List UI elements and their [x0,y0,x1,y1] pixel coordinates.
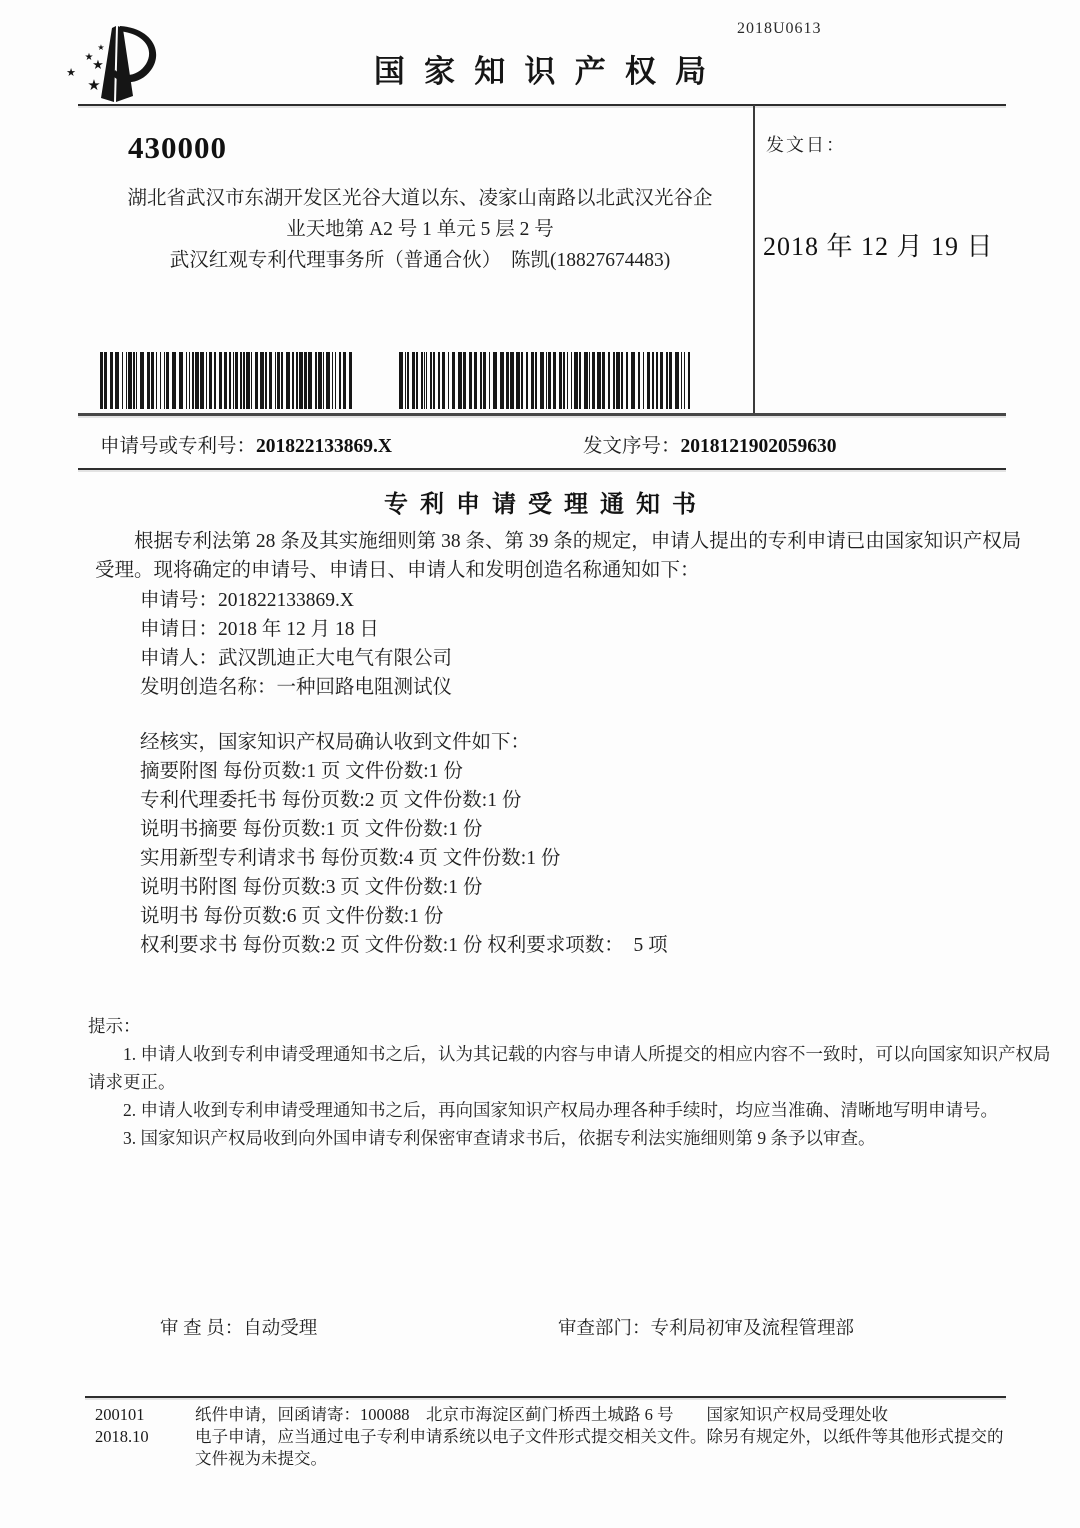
svg-text:★: ★ [87,78,101,94]
agency-title: 国家知识产权局 [373,54,726,89]
examiner [160,1314,317,1340]
agent-line: 武汉红观专利代理事务所（普通合伙） 陈凯(18827674483) [169,250,671,271]
received-file-item: 实用新型专利请求书 每份页数:4 页 文件份数:1 份 [140,848,561,869]
received-file-item: 权利要求书 每份页数:2 页 文件份数:1 份 权利要求项数： 5 项 [140,935,668,956]
footer-line-2: 电子申请，应当通过电子专利申请系统以电子文件形式提交相关文件。除另有规定外，以纸件等其他形式提交的 [195,1427,1004,1446]
application-number-value: 201822133869.X [256,436,392,457]
middle-rule [78,413,1006,416]
address-line-2: 业天地第 A2 号 1 单元 5 层 2 号 [286,219,554,240]
footer-line-3: 文件视为未提交。 [195,1449,327,1468]
recipient-block [95,130,745,276]
postal-code: 430000 [128,130,227,165]
tips-title: 提示： [88,1016,141,1036]
received-file-item: 说明书 每份页数:6 页 文件份数:1 份 [140,906,444,927]
footer-form-date: 2018.10 [95,1427,149,1446]
dispatch-date-value: 2018 年 12 月 19 日 [763,232,994,261]
field-application-date: 申请日：2018 年 12 月 18 日 [140,619,379,640]
application-number-label: 申请号或专利号： [100,436,257,457]
dispatch-box-divider [753,105,755,414]
application-fields [140,586,452,702]
received-file-item: 专利代理委托书 每份页数:2 页 文件份数:1 份 [140,790,522,811]
received-file-item: 说明书摘要 每份页数:1 页 文件份数:1 份 [140,819,483,840]
tip-2: 2. 申请人收到专利申请受理通知书之后，再向国家知识产权局办理各种手续时，均应当准确、清晰地写明申请号。 [123,1100,998,1120]
footer-form-code: 200101 [95,1405,145,1424]
review-department [558,1314,854,1340]
tips-section [88,1012,1051,1152]
department-label: 审查部门： [558,1319,651,1339]
tip-3: 3. 国家知识产权局收到向外国申请专利保密审查请求书后，依据专利法实施细则第 9 条予以审查。 [123,1128,876,1148]
field-applicant: 申请人：武汉凯迪正大电气有限公司 [140,648,453,669]
received-file-item: 摘要附图 每份页数:1 页 文件份数:1 份 [140,761,463,782]
department-value: 专利局初审及流程管理部 [650,1319,855,1339]
title-rule [78,468,1006,470]
intro-line-1: 根据专利法第 28 条及其实施细则第 38 条、第 39 条的规定，申请人提出的专利申请已由国家知识产权局 [134,531,1022,552]
received-documents [140,728,668,960]
barcode-application-number [100,352,357,409]
serial-number-value: 2018121902059630 [680,436,837,457]
footer-rule [85,1396,1006,1398]
svg-text:★: ★ [84,52,94,63]
examiner-value: 自动受理 [243,1319,318,1339]
field-application-number: 申请号：201822133869.X [140,590,354,611]
svg-text:★: ★ [97,43,105,52]
document-number: 2018U0613 [737,20,822,37]
application-number [100,430,392,458]
footer-instructions [195,1404,1015,1470]
notice-intro [95,527,1025,585]
svg-text:★: ★ [66,67,76,79]
header-rule [78,104,1006,106]
serial-number [583,430,837,458]
barcode-serial-number [399,352,692,409]
dispatch-date-label: 发文日： [766,135,846,155]
serial-number-label: 发文序号： [583,436,681,457]
notice-title: 专利申请受理通知书 [384,492,708,518]
field-invention-title: 发明创造名称：一种回路电阻测试仪 [140,677,453,698]
received-file-item: 说明书附图 每份页数:3 页 文件份数:1 份 [140,877,483,898]
examiner-label: 审 查 员： [160,1319,244,1339]
address-line-1: 湖北省武汉市东湖开发区光谷大道以东、凌家山南路以北武汉光谷企 [127,188,713,209]
footer-line-1: 纸件申请，回函请寄：100088 北京市海淀区蓟门桥西土城路 6 号 国家知识产权局受理处收 [195,1405,888,1424]
intro-line-2: 受理。现将确定的申请号、申请日、申请人和发明创造名称通知如下： [95,560,700,581]
tip-1-line-1: 1. 申请人收到专利申请受理通知书之后，认为其记载的内容与申请人所提交的相应内容不一致时，可以向国家知识产权局 [123,1044,1051,1064]
received-intro: 经核实，国家知识产权局确认收到文件如下： [140,732,531,753]
tip-1-line-2: 请求更正。 [88,1072,176,1092]
svg-text:★: ★ [92,57,104,72]
